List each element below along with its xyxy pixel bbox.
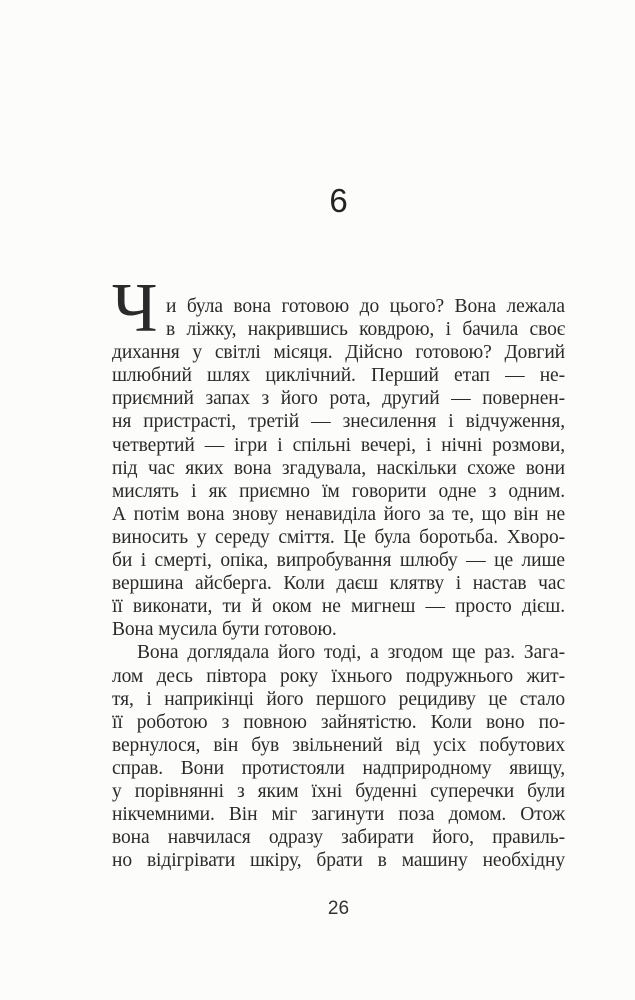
text-line: но відігрівати шкіру, брати в машину необхідну xyxy=(112,850,565,872)
text-line: мислять і як приємно їм говорити одне з одним. xyxy=(112,480,565,502)
text-line: приємний запах з його рота, другий — повернен- xyxy=(112,388,565,410)
text-line: справ. Вони протистояли надприродному явищу, xyxy=(112,757,565,779)
paragraph xyxy=(112,270,565,641)
text-line: вершина айсберга. Коли даєш клятву і настав час xyxy=(112,573,565,595)
paragraph xyxy=(112,641,565,872)
text-line: вона навчилася одразу забирати його, правиль- xyxy=(112,827,565,849)
text-line: виносить у середу сміття. Це була боротьба. Хворо- xyxy=(112,526,565,548)
page-number: 26 xyxy=(327,898,350,919)
text-line: в ліжку, накрившись ковдрою, і бачила своє xyxy=(166,319,565,341)
text-line: Вона мусила бути готовою. xyxy=(112,619,337,641)
text-line: А потім вона знову ненавиділа його за те, що він не xyxy=(112,503,565,525)
text-line: вернулося, він був звільнений від усіх побутових xyxy=(112,734,565,756)
text-line: четвертий — ігри і спільні вечері, і нічні розмови, xyxy=(112,434,565,456)
text-line: би і смерті, опіка, випробування шлюбу — це лише xyxy=(112,550,565,572)
text-line: у порівнянні з яким їхні буденні суперечки були xyxy=(112,780,565,802)
text-line: тя, і наприкінці його першого рецидиву це стало xyxy=(112,688,565,710)
text-line: Вона доглядала його тоді, а згодом ще раз. Зага- xyxy=(137,642,565,664)
text-line: ня пристрасті, третій — знесилення і відчуження, xyxy=(112,411,565,433)
text-line: дихання у світлі місяця. Дійсно готовою? Довгий xyxy=(112,342,565,364)
text-line: и була вона готовою до цього? Вона лежала xyxy=(166,296,565,317)
text-line: під час яких вона згадувала, наскільки схоже вони xyxy=(112,457,565,479)
text-line: шлюбний шлях циклічний. Перший етап — не- xyxy=(112,365,565,387)
text-block xyxy=(112,270,565,872)
text-line: нікчемними. Він міг загинути поза домом. Отож xyxy=(112,804,565,826)
text-line: лом десь півтора року їхнього подружнього жит- xyxy=(112,665,565,687)
text-line: її роботою з повною зайнятістю. Коли воно по- xyxy=(112,711,565,733)
chapter-number: 6 xyxy=(329,182,348,219)
drop-cap: Ч xyxy=(112,270,158,347)
text-line: її виконати, ти й оком не мигнеш — просто дієш. xyxy=(112,596,565,618)
